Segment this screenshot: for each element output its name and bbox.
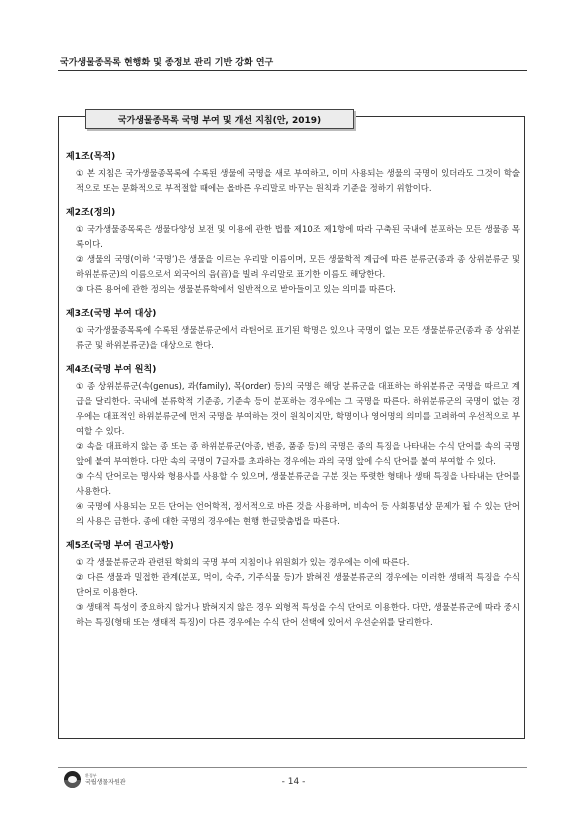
- article-3: [66, 307, 520, 353]
- guideline-title: [85, 109, 354, 129]
- article-paragraph: ② 속을 대표하지 않는 종 또는 종 하위분류군(아종, 변종, 품종 등)의 국명은 종의 특징을 나타내는 수식 단어를 속의 국명 앞에 붙여 부여한다. 다만 속의 국명이 7글자를 초과하는 경우에는 과의 국명 앞에 수식 단어를 붙여 부여할 수 있다.: [76, 441, 520, 466]
- guideline-title-text: 국가생물종목록 국명 부여 및 개선 지침(안, 2019): [117, 115, 322, 126]
- article-title: 제2조(정의): [66, 208, 116, 218]
- article-title: 제1조(목적): [66, 152, 116, 162]
- header-divider: [58, 70, 527, 71]
- article-paragraph: ② 다른 생물과 밀접한 관계(분포, 먹이, 숙주, 기주식물 등)가 밝혀진 생물분류군의 경우에는 이러한 생태적 특징을 수식 단어로 이용한다.: [76, 572, 520, 597]
- article-paragraph: ① 각 생물분류군과 관련된 학회의 국명 부여 지침이나 위원회가 있는 경우에는 이에 따른다.: [76, 557, 410, 567]
- running-header-title: 국가생물종목록 현행화 및 종정보 관리 기반 강화 연구: [60, 58, 274, 68]
- article-paragraph: ③ 수식 단어로는 명사와 형용사를 사용할 수 있으며, 생물분류군을 구분 짓는 뚜렷한 형태나 생태 특징을 나타내는 단어를 사용한다.: [76, 471, 520, 496]
- article-paragraph: ① 국가생물종목록은 생물다양성 보전 및 이용에 관한 법률 제10조 제1항에 따라 구축된 국내에 분포하는 모든 생물종 목록이다.: [76, 224, 520, 249]
- article-paragraph: ① 국가생물종목록에 수록된 생물분류군에서 라틴어로 표기된 학명은 있으나 국명이 없는 모든 생물분류군(종과 종 상위분류군 및 하위분류군)을 대상으로 한다.: [76, 325, 520, 350]
- guideline-content: [66, 150, 520, 640]
- article-paragraph: ③ 다른 용어에 관한 정의는 생물분류학에서 일반적으로 받아들이고 있는 의미를 따른다.: [76, 284, 396, 294]
- footer-divider: [58, 767, 527, 768]
- article-title: 제5조(국명 부여 권고사항): [66, 541, 174, 551]
- article-4: [66, 363, 520, 529]
- article-2: [66, 206, 520, 297]
- article-5: [66, 539, 520, 630]
- article-paragraph: ① 종 상위분류군(속(genus), 과(family), 목(order) 등)의 국명은 해당 분류군을 대표하는 하위분류군 국명을 따르고 계급을 달리한다. 국내에 분류학적 기준종, 기준속 등이 분포하는 경우에는 그 국명을 따른다. 하위분류군의 국명이 없는 경우에는 대표적인 하위분류군에 먼저 국명을 부여하는 것이 원칙이지만, 학명이나 영어명의 의미를 고려하여 우선적으로 부여할 수 있다.: [76, 381, 520, 436]
- article-title: 제4조(국명 부여 원칙): [66, 365, 157, 375]
- article-paragraph: ④ 국명에 사용되는 모든 단어는 언어학적, 정서적으로 바른 것을 사용하며, 비속어 등 사회통념상 문제가 될 수 있는 단어의 사용은 금한다. 종에 대한 국명의 경우에는 현행 한글맞춤법을 따른다.: [76, 501, 520, 526]
- logo-institution-name: 국립생물자원관: [85, 778, 126, 786]
- logo-ministry: 환경부: [85, 772, 97, 778]
- page-number: - 14 -: [281, 777, 306, 787]
- article-paragraph: ① 본 지침은 국가생물종목록에 수록된 생물에 국명을 새로 부여하고, 이미 사용되는 생물의 국명이 있더라도 그것이 학술적으로 또는 문화적으로 부적절할 때에는 올바른 우리말로 바꾸는 원칙과 기준을 정하기 위함이다.: [76, 168, 520, 193]
- article-paragraph: ② 생물의 국명(이하 ‘국명’)은 생물을 이르는 우리말 이름이며, 모든 생물학적 계급에 따른 분류군(종과 종 상위분류군 및 하위분류군)의 이름으로서 외국어의 음(音)을 빌려 우리말로 표기한 이름도 해당한다.: [76, 254, 520, 279]
- article-1: [66, 150, 520, 196]
- article-paragraph: ③ 생태적 특성이 중요하지 않거나 밝혀지지 않은 경우 외형적 특성을 수식 단어로 이용한다. 다만, 생물분류군에 따라 중시하는 특징(형태 또는 생태적 특징)이 다른 경우에는 수식 단어 선택에 있어서 우선순위를 달리한다.: [76, 602, 520, 627]
- article-title: 제3조(국명 부여 대상): [66, 309, 157, 319]
